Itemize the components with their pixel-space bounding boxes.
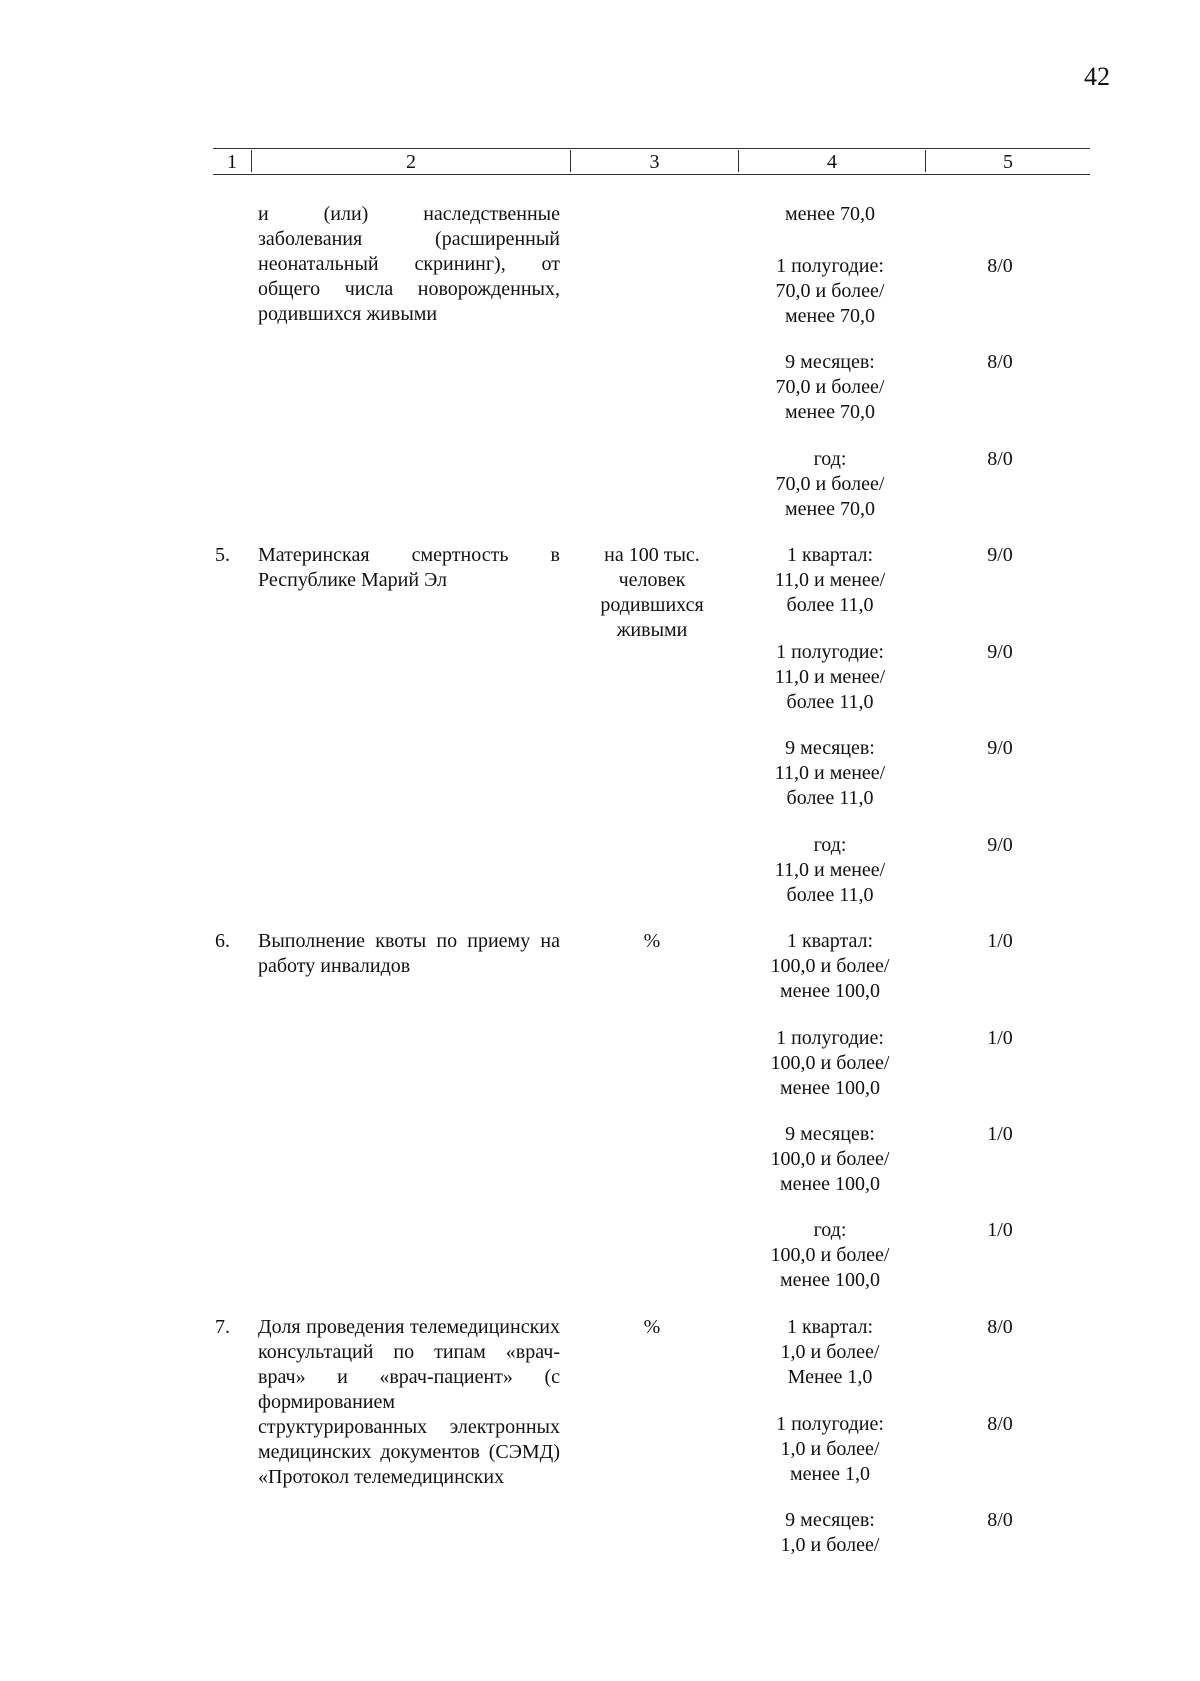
period-criteria: год: 70,0 и более/ менее 70,0 <box>775 448 885 520</box>
unit-of-measure: % <box>643 1316 661 1338</box>
indicator-name: и (или) наследственные заболевания (расширенный неонатальный скрининг), от общего числа новорожденных, родившихся живыми <box>258 203 560 325</box>
unit-of-measure: на 100 тыс. человек родившихся живыми <box>600 544 704 641</box>
row-number: 7. <box>215 1316 230 1338</box>
unit-of-measure: % <box>643 930 661 952</box>
period-criteria: год: 11,0 и менее/ более 11,0 <box>774 834 886 906</box>
period-criteria: год: 100,0 и более/ менее 100,0 <box>770 1219 890 1291</box>
period-score: 8/0 <box>987 1509 1013 1531</box>
period-score: 9/0 <box>987 641 1013 663</box>
period-criteria: 1 полугодие: 70,0 и более/ менее 70,0 <box>775 255 885 327</box>
period-score: 1/0 <box>987 1027 1013 1049</box>
period-criteria: 1 полугодие: 11,0 и менее/ более 11,0 <box>774 641 886 713</box>
period-criteria: 9 месяцев: 70,0 и более/ менее 70,0 <box>775 351 885 423</box>
period-score: 9/0 <box>987 834 1013 856</box>
period-score: 8/0 <box>987 351 1013 373</box>
period-criteria: 9 месяцев: 100,0 и более/ менее 100,0 <box>770 1123 890 1195</box>
period-criteria: 1 квартал: 11,0 и менее/ более 11,0 <box>774 544 886 616</box>
period-criteria: 1 полугодие: 100,0 и более/ менее 100,0 <box>770 1027 890 1099</box>
row-number: 6. <box>215 930 230 952</box>
column-header-1: 1 <box>227 151 237 173</box>
indicator-name: Выполнение квоты по приему на работу инвалидов <box>258 930 560 977</box>
period-score: 8/0 <box>987 255 1013 277</box>
period-criteria: 1 квартал: 100,0 и более/ менее 100,0 <box>770 930 890 1002</box>
period-score: 1/0 <box>987 1123 1013 1145</box>
column-header-3: 3 <box>649 151 660 173</box>
period-criteria: 9 месяцев: 1,0 и более/ <box>780 1509 880 1556</box>
indicator-name: Материнская смертность в Республике Марий Эл <box>258 544 560 591</box>
period-score: 8/0 <box>987 1413 1013 1435</box>
period-score: 1/0 <box>987 1219 1013 1241</box>
period-score: 1/0 <box>987 930 1013 952</box>
indicator-name: Доля проведения телемедицинских консультаций по типам «врач-врач» и «врач-пациент» (с формированием структурированных электронных медицинских документов (СЭМД) «Протокол телемедицинских <box>258 1316 560 1488</box>
row-number: 5. <box>215 544 230 566</box>
column-header-2: 2 <box>406 151 416 173</box>
period-criteria: 9 месяцев: 11,0 и менее/ более 11,0 <box>774 737 886 809</box>
period-score: 8/0 <box>987 448 1013 470</box>
period-score: 9/0 <box>987 544 1013 566</box>
column-header-4: 4 <box>827 151 837 173</box>
period-score: 9/0 <box>987 737 1013 759</box>
period-score: 8/0 <box>987 1316 1013 1338</box>
period-criteria: 1 полугодие: 1,0 и более/ менее 1,0 <box>776 1413 884 1485</box>
period-criteria: менее 70,0 <box>785 203 875 225</box>
column-header-5: 5 <box>1003 151 1013 173</box>
header-top-rule <box>213 148 1090 149</box>
period-criteria: 1 квартал: 1,0 и более/ Менее 1,0 <box>780 1316 880 1388</box>
page-number: 42 <box>1084 62 1110 91</box>
